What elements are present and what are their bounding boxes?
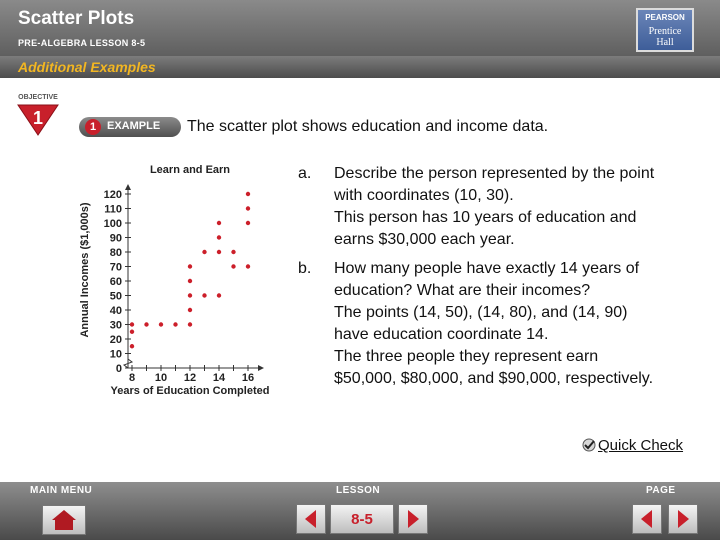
y-axis-arrow	[125, 184, 131, 190]
data-point	[246, 264, 250, 268]
data-point	[173, 322, 177, 326]
arrow-left-icon	[297, 505, 325, 533]
data-point	[188, 279, 192, 283]
data-point	[246, 221, 250, 225]
objective-triangle-icon	[16, 103, 60, 137]
page-title: Scatter Plots	[18, 8, 135, 29]
data-point	[144, 322, 148, 326]
x-tick-label: 16	[241, 372, 255, 384]
y-tick-label: 60	[109, 276, 122, 288]
data-point	[159, 322, 163, 326]
example-intro: The scatter plot shows education and income data.	[187, 118, 549, 135]
quick-check-link[interactable]	[582, 437, 683, 454]
data-point	[246, 206, 250, 210]
x-tick-label: 12	[183, 372, 197, 384]
lesson-number: 8-5	[351, 511, 373, 528]
chart-y-label: Annual Incomes ($1,000s)	[79, 202, 91, 338]
x-tick-label: 10	[154, 372, 168, 384]
y-tick-label: 30	[109, 319, 122, 332]
scatter-chart	[70, 158, 300, 403]
quick-check-label: Quick Check	[598, 437, 684, 454]
y-tick-label: 20	[109, 334, 122, 346]
data-point	[188, 322, 192, 326]
publisher-line-2: Prentice	[648, 26, 682, 37]
example-number: 1	[85, 119, 101, 135]
y-tick-label: 80	[109, 247, 122, 259]
objective-label: OBJECTIVE	[18, 94, 58, 101]
question-a-line: This person has 10 years of education and	[334, 209, 637, 226]
data-point	[202, 293, 206, 297]
y-tick-label: 120	[103, 189, 122, 201]
data-point	[130, 322, 134, 326]
lesson-subtitle: PRE-ALGEBRA LESSON 8-5	[18, 38, 146, 48]
data-point	[217, 293, 221, 297]
y-tick-label: 10	[109, 348, 122, 361]
page-label: PAGE	[646, 485, 676, 496]
navigation-bar	[0, 482, 720, 540]
data-point	[231, 264, 235, 268]
y-tick-label: 90	[109, 232, 122, 245]
page-next-button[interactable]	[668, 504, 698, 534]
main-menu-button[interactable]	[42, 505, 86, 535]
question-b-line: How many people have exactly 14 years of	[334, 260, 640, 277]
question-a-line: Describe the person represented by the point	[334, 165, 655, 182]
data-point	[217, 235, 221, 239]
y-tick-label: 110	[104, 203, 122, 216]
x-tick-label: 8	[128, 372, 136, 384]
question-a-letter: a.	[298, 165, 312, 182]
data-point	[130, 330, 134, 334]
data-point	[217, 221, 221, 225]
data-point	[188, 293, 192, 297]
lesson-prev-button[interactable]	[296, 504, 326, 534]
header-bar	[0, 0, 720, 56]
publisher-line-1: PEARSON	[645, 13, 685, 22]
section-title: Additional Examples	[18, 59, 156, 75]
chart-points	[130, 192, 250, 349]
x-axis-arrow	[258, 365, 264, 371]
home-icon	[43, 506, 85, 534]
question-a-line: with coordinates (10, 30).	[334, 187, 514, 204]
y-tick-label: 70	[109, 261, 122, 274]
objective-number: 1	[32, 108, 44, 128]
y-tick-label: 0	[115, 363, 122, 375]
data-point	[217, 250, 221, 254]
objective-badge	[12, 94, 64, 138]
data-point	[188, 308, 192, 312]
data-point	[188, 264, 192, 268]
chart-title: Learn and Earn	[149, 164, 231, 176]
section-bar	[0, 56, 720, 78]
arrow-right-icon	[399, 505, 427, 533]
chart-axes	[124, 184, 264, 371]
main-menu-label: MAIN MENU	[30, 485, 93, 496]
y-tick-label: 100	[103, 218, 122, 230]
question-b-line: $50,000, $80,000, and $90,000, respectively.	[334, 370, 654, 387]
check-icon	[582, 438, 598, 452]
arrow-right-icon	[669, 505, 697, 533]
lesson-number-box	[330, 504, 394, 534]
question-b-line: The three people they represent earn	[334, 348, 599, 365]
data-point	[130, 344, 134, 348]
question-a-text	[334, 163, 694, 251]
data-point	[246, 192, 250, 196]
pearson-logo	[636, 8, 694, 52]
question-b-letter: b.	[298, 260, 312, 277]
question-b-line: have education coordinate 14.	[334, 326, 549, 343]
publisher-line-3: Hall	[656, 37, 674, 48]
data-point	[202, 250, 206, 254]
y-tick-label: 50	[109, 290, 122, 303]
y-tick-label: 40	[109, 305, 122, 317]
question-b-line: The points (14, 50), (14, 80), and (14, 90)	[334, 304, 628, 321]
chart-x-label: Years of Education Completed	[110, 385, 270, 397]
example-label: EXAMPLE	[107, 120, 161, 132]
question-a-line: earns $30,000 each year.	[334, 231, 515, 248]
arrow-left-icon	[633, 505, 661, 533]
question-b-line: education? What are their incomes?	[334, 282, 591, 299]
data-point	[231, 250, 235, 254]
lesson-label: LESSON	[336, 485, 381, 496]
question-b-text	[334, 258, 694, 390]
x-tick-label: 14	[212, 372, 226, 384]
lesson-next-button[interactable]	[398, 504, 428, 534]
page-prev-button[interactable]	[632, 504, 662, 534]
chart-y-ticks	[104, 189, 131, 375]
example-badge	[79, 117, 181, 137]
